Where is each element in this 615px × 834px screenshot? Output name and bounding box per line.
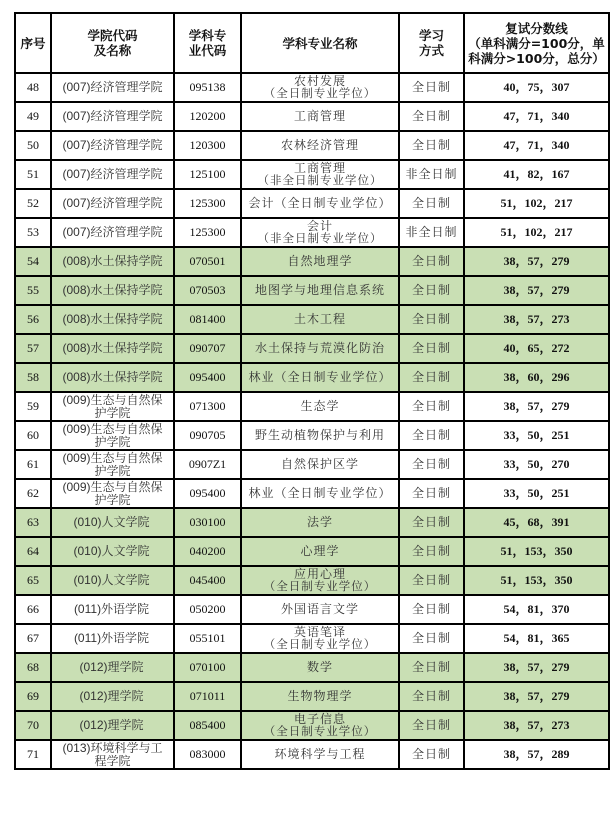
college-name: (009)生态与自然保 — [62, 393, 163, 407]
major-name: 会计 — [306, 219, 333, 233]
cell-code: 125100 — [174, 160, 241, 189]
cell-score: 38，57，279 — [464, 276, 609, 305]
college-name: (009)生态与自然保 — [62, 422, 163, 436]
cell-code: 040200 — [174, 537, 241, 566]
major-name: 农村发展 — [293, 74, 346, 88]
cell-score: 41，82，167 — [464, 160, 609, 189]
cell-college — [51, 363, 174, 392]
college-name: (012)理学院 — [79, 660, 144, 674]
cell-mode: 全日制 — [399, 450, 464, 479]
table-row — [15, 160, 609, 189]
major-name: 地图学与地理信息系统 — [254, 283, 385, 297]
cell-code: 120300 — [174, 131, 241, 160]
cell-major — [241, 537, 399, 566]
cell-mode: 全日制 — [399, 363, 464, 392]
cell-college — [51, 160, 174, 189]
cell-code: 070501 — [174, 247, 241, 276]
header-college — [51, 13, 174, 73]
cell-code: 085400 — [174, 711, 241, 740]
cell-major — [241, 189, 399, 218]
table-row — [15, 537, 609, 566]
college-name-cont: 程学院 — [94, 754, 131, 768]
major-type: （全日制专业学位） — [263, 581, 377, 593]
cell-major — [241, 276, 399, 305]
cell-mode: 全日制 — [399, 711, 464, 740]
cell-mode: 全日制 — [399, 276, 464, 305]
cell-code: 055101 — [174, 624, 241, 653]
major-name: 土木工程 — [293, 312, 346, 326]
cell-major — [241, 102, 399, 131]
cell-mode: 全日制 — [399, 653, 464, 682]
major-name: 农林经济管理 — [280, 138, 359, 152]
cell-no: 48 — [15, 73, 51, 102]
cell-college — [51, 566, 174, 595]
cell-score: 54，81，370 — [464, 595, 609, 624]
header-college-line1: 学院代码 — [87, 28, 138, 43]
cell-major — [241, 450, 399, 479]
cell-no: 51 — [15, 160, 51, 189]
cell-mode: 全日制 — [399, 566, 464, 595]
cell-mode: 全日制 — [399, 189, 464, 218]
cell-score: 51，153，350 — [464, 566, 609, 595]
cell-college — [51, 102, 174, 131]
header-mode-line1: 学习 — [418, 28, 444, 43]
cell-major — [241, 218, 399, 247]
college-name: (008)水土保持学院 — [62, 254, 163, 268]
cell-major — [241, 740, 399, 769]
header-code — [174, 13, 241, 73]
major-name: 野生动植物保护与利用 — [254, 428, 385, 442]
major-name: 环境科学与工程 — [274, 747, 366, 761]
major-type: （非全日制专业学位） — [257, 175, 383, 187]
table-row — [15, 189, 609, 218]
cell-mode: 非全日制 — [399, 218, 464, 247]
cell-no: 63 — [15, 508, 51, 537]
cell-college — [51, 334, 174, 363]
college-name: (012)理学院 — [79, 718, 144, 732]
cell-code: 071300 — [174, 392, 241, 421]
table-row — [15, 711, 609, 740]
table-row — [15, 392, 609, 421]
major-name: 林业（全日制专业学位） — [248, 486, 392, 500]
major-name: 心理学 — [300, 544, 340, 558]
cell-code: 081400 — [174, 305, 241, 334]
cell-code: 125300 — [174, 218, 241, 247]
header-score — [464, 13, 609, 73]
cell-college — [51, 392, 174, 421]
cell-no: 65 — [15, 566, 51, 595]
college-name: (007)经济管理学院 — [62, 109, 163, 123]
college-name: (010)人文学院 — [73, 573, 150, 587]
cell-code: 030100 — [174, 508, 241, 537]
college-name: (007)经济管理学院 — [62, 138, 163, 152]
table-row — [15, 595, 609, 624]
major-type: （全日制专业学位） — [263, 726, 377, 738]
cell-major — [241, 247, 399, 276]
major-type: （全日制专业学位） — [263, 88, 377, 100]
cell-mode: 全日制 — [399, 334, 464, 363]
cell-major — [241, 653, 399, 682]
cell-code: 120200 — [174, 102, 241, 131]
header-no: 序号 — [15, 13, 51, 73]
cell-score: 33，50，270 — [464, 450, 609, 479]
table-body — [15, 73, 609, 769]
cell-mode: 全日制 — [399, 508, 464, 537]
cell-code: 095400 — [174, 363, 241, 392]
cell-college — [51, 218, 174, 247]
college-name: (010)人文学院 — [73, 515, 150, 529]
college-name: (007)经济管理学院 — [62, 225, 163, 239]
cell-no: 67 — [15, 624, 51, 653]
college-name-cont: 护学院 — [94, 406, 131, 420]
cell-major — [241, 595, 399, 624]
cell-no: 50 — [15, 131, 51, 160]
college-name: (010)人文学院 — [73, 544, 150, 558]
cell-mode: 全日制 — [399, 392, 464, 421]
cell-college — [51, 653, 174, 682]
cell-code: 090705 — [174, 421, 241, 450]
cell-score: 38，57，279 — [464, 392, 609, 421]
cell-no: 62 — [15, 479, 51, 508]
cell-college — [51, 508, 174, 537]
cell-mode: 全日制 — [399, 682, 464, 711]
cell-score: 38，60，296 — [464, 363, 609, 392]
college-name: (009)生态与自然保 — [62, 451, 163, 465]
cell-score: 40，65，272 — [464, 334, 609, 363]
cell-no: 66 — [15, 595, 51, 624]
college-name: (008)水土保持学院 — [62, 341, 163, 355]
cell-major — [241, 131, 399, 160]
header-mode — [399, 13, 464, 73]
cell-college — [51, 624, 174, 653]
cell-no: 56 — [15, 305, 51, 334]
major-name: 外国语言文学 — [280, 602, 359, 616]
college-name: (009)生态与自然保 — [62, 480, 163, 494]
header-college-line2: 及名称 — [93, 43, 132, 58]
cell-major — [241, 73, 399, 102]
cell-code: 070100 — [174, 653, 241, 682]
cell-code: 0907Z1 — [174, 450, 241, 479]
cell-major — [241, 711, 399, 740]
cell-score: 47，71，340 — [464, 131, 609, 160]
table-row — [15, 508, 609, 537]
table-header-row — [15, 13, 609, 73]
cell-major — [241, 508, 399, 537]
cell-college — [51, 711, 174, 740]
cell-college — [51, 450, 174, 479]
header-code-line1: 学科专 — [188, 28, 227, 43]
table-row — [15, 740, 609, 769]
cell-no: 69 — [15, 682, 51, 711]
cell-college — [51, 247, 174, 276]
cell-no: 58 — [15, 363, 51, 392]
cell-major — [241, 479, 399, 508]
cell-major — [241, 392, 399, 421]
cell-mode: 全日制 — [399, 131, 464, 160]
cell-score: 47，71，340 — [464, 102, 609, 131]
cell-major — [241, 363, 399, 392]
major-name: 生态学 — [300, 399, 340, 413]
cell-mode: 全日制 — [399, 624, 464, 653]
cell-college — [51, 740, 174, 769]
cell-major — [241, 160, 399, 189]
college-name: (013)环境科学与工 — [62, 741, 163, 755]
cell-major — [241, 566, 399, 595]
cell-score: 51，102，217 — [464, 218, 609, 247]
college-name: (011)外语学院 — [73, 602, 150, 616]
table-row — [15, 305, 609, 334]
cell-mode: 非全日制 — [399, 160, 464, 189]
cell-code: 045400 — [174, 566, 241, 595]
college-name-cont: 护学院 — [94, 464, 131, 478]
table-row — [15, 102, 609, 131]
major-type: （非全日制专业学位） — [257, 233, 383, 245]
college-name: (008)水土保持学院 — [62, 370, 163, 384]
cell-mode: 全日制 — [399, 740, 464, 769]
major-name: 生物物理学 — [287, 689, 353, 703]
table-row — [15, 566, 609, 595]
header-major: 学科专业名称 — [241, 13, 399, 73]
cell-mode: 全日制 — [399, 537, 464, 566]
college-name: (012)理学院 — [79, 689, 144, 703]
cell-score: 33，50，251 — [464, 421, 609, 450]
college-name: (008)水土保持学院 — [62, 312, 163, 326]
major-name: 电子信息 — [293, 712, 346, 726]
header-score-line1: 复试分数线 — [505, 20, 568, 36]
table-row — [15, 131, 609, 160]
college-name: (008)水土保持学院 — [62, 283, 163, 297]
cell-college — [51, 421, 174, 450]
major-name: 自然地理学 — [287, 254, 353, 268]
cell-college — [51, 276, 174, 305]
cell-major — [241, 421, 399, 450]
major-name: 林业（全日制专业学位） — [248, 370, 392, 384]
cell-mode: 全日制 — [399, 595, 464, 624]
major-name: 工商管理 — [293, 109, 346, 123]
cell-score: 38，57，273 — [464, 305, 609, 334]
header-code-line2: 业代码 — [188, 43, 227, 58]
cell-no: 61 — [15, 450, 51, 479]
cell-mode: 全日制 — [399, 102, 464, 131]
cell-score: 54，81，365 — [464, 624, 609, 653]
college-name-cont: 护学院 — [94, 435, 131, 449]
table-row — [15, 276, 609, 305]
cell-college — [51, 682, 174, 711]
college-name: (007)经济管理学院 — [62, 80, 163, 94]
cell-mode: 全日制 — [399, 421, 464, 450]
cell-mode: 全日制 — [399, 247, 464, 276]
cell-code: 050200 — [174, 595, 241, 624]
cell-major — [241, 334, 399, 363]
table-row — [15, 334, 609, 363]
cell-score: 38，57，279 — [464, 247, 609, 276]
cell-mode: 全日制 — [399, 305, 464, 334]
cell-code: 095400 — [174, 479, 241, 508]
major-type: （全日制专业学位） — [263, 639, 377, 651]
table-row — [15, 218, 609, 247]
cell-no: 49 — [15, 102, 51, 131]
cell-no: 54 — [15, 247, 51, 276]
cell-college — [51, 73, 174, 102]
cell-college — [51, 479, 174, 508]
retest-score-table — [14, 12, 610, 770]
cell-college — [51, 537, 174, 566]
cell-no: 53 — [15, 218, 51, 247]
cell-no: 57 — [15, 334, 51, 363]
college-name: (007)经济管理学院 — [62, 167, 163, 181]
cell-college — [51, 189, 174, 218]
cell-no: 68 — [15, 653, 51, 682]
cell-mode: 全日制 — [399, 73, 464, 102]
cell-no: 64 — [15, 537, 51, 566]
major-name: 会计（全日制专业学位） — [248, 196, 392, 210]
major-name: 法学 — [306, 515, 333, 529]
cell-college — [51, 595, 174, 624]
college-name-cont: 护学院 — [94, 493, 131, 507]
major-name: 自然保护区学 — [280, 457, 359, 471]
major-name: 工商管理 — [293, 161, 346, 175]
cell-mode: 全日制 — [399, 479, 464, 508]
cell-score: 38，57，273 — [464, 711, 609, 740]
major-name: 水土保持与荒漠化防治 — [254, 341, 385, 355]
header-score-line2: （单科满分=100分，单 — [468, 35, 605, 51]
cell-code: 071011 — [174, 682, 241, 711]
header-score-line3: 科满分>100分，总分） — [468, 50, 605, 66]
cell-major — [241, 305, 399, 334]
table-row — [15, 363, 609, 392]
cell-code: 083000 — [174, 740, 241, 769]
table-row — [15, 682, 609, 711]
cell-code: 125300 — [174, 189, 241, 218]
cell-no: 70 — [15, 711, 51, 740]
cell-no: 55 — [15, 276, 51, 305]
table-row — [15, 653, 609, 682]
cell-score: 38，57，279 — [464, 682, 609, 711]
cell-no: 59 — [15, 392, 51, 421]
major-name: 数学 — [306, 660, 333, 674]
cell-code: 095138 — [174, 73, 241, 102]
header-mode-line2: 方式 — [418, 43, 444, 58]
cell-college — [51, 305, 174, 334]
cell-no: 71 — [15, 740, 51, 769]
college-name: (011)外语学院 — [73, 631, 150, 645]
cell-score: 38，57，279 — [464, 653, 609, 682]
cell-score: 38，57，289 — [464, 740, 609, 769]
cell-score: 40，75，307 — [464, 73, 609, 102]
major-name: 应用心理 — [293, 567, 346, 581]
major-name: 英语笔译 — [293, 625, 346, 639]
cell-major — [241, 624, 399, 653]
cell-score: 51，153，350 — [464, 537, 609, 566]
cell-no: 60 — [15, 421, 51, 450]
cell-score: 51，102，217 — [464, 189, 609, 218]
table-row — [15, 624, 609, 653]
cell-score: 45，68，391 — [464, 508, 609, 537]
cell-score: 33，50，251 — [464, 479, 609, 508]
table-row — [15, 421, 609, 450]
cell-code: 090707 — [174, 334, 241, 363]
table-row — [15, 450, 609, 479]
cell-major — [241, 682, 399, 711]
college-name: (007)经济管理学院 — [62, 196, 163, 210]
table-row — [15, 247, 609, 276]
table-row — [15, 73, 609, 102]
cell-no: 52 — [15, 189, 51, 218]
table-row — [15, 479, 609, 508]
cell-code: 070503 — [174, 276, 241, 305]
cell-college — [51, 131, 174, 160]
